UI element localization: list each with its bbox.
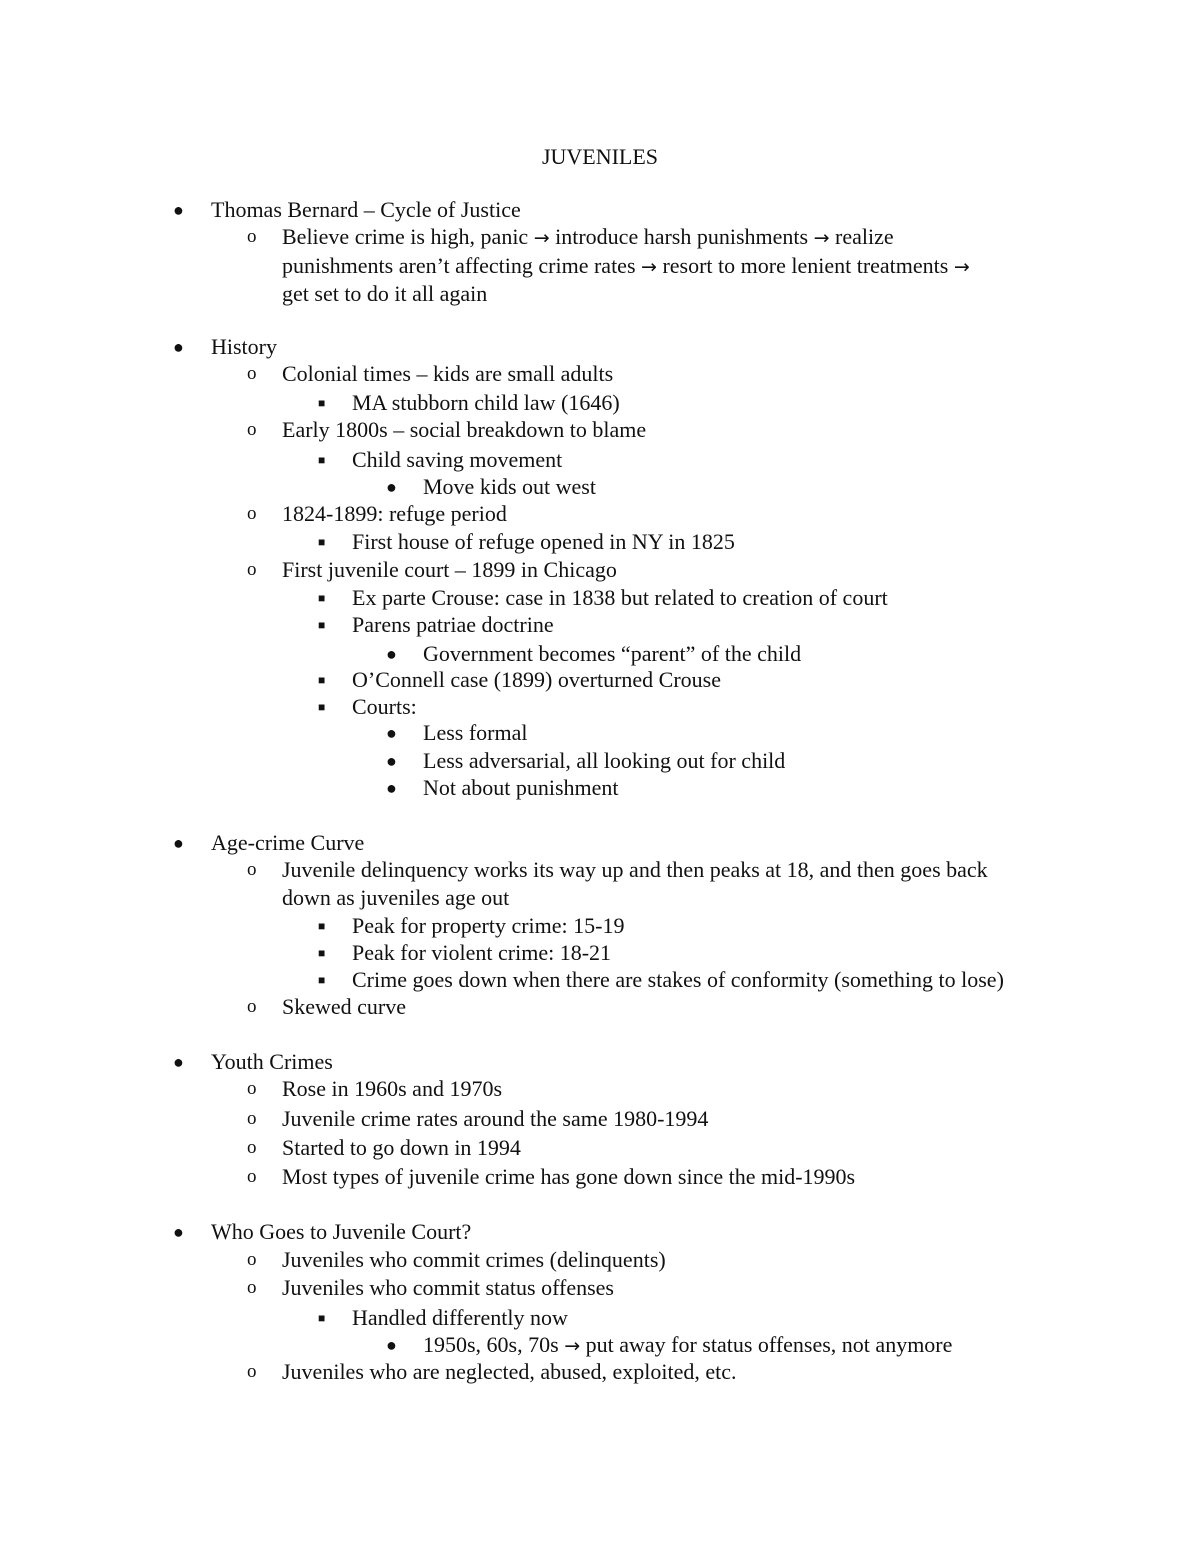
list-item: MA stubborn child law (1646) <box>352 390 620 415</box>
list-item: Move kids out west <box>423 474 596 499</box>
list-item: Less adversarial, all looking out for child <box>423 748 786 773</box>
bullet-marker: o <box>247 1166 257 1187</box>
arrow-icon: → <box>953 256 970 278</box>
list-item: O’Connell case (1899) overturned Crouse <box>352 667 722 692</box>
list-item-continuation: punishments aren’t affecting crime rates → resort to more lenient treatments → <box>282 253 970 278</box>
list-item: Youth Crimes <box>211 1049 333 1074</box>
list-item: Less formal <box>423 720 528 745</box>
list-item: Child saving movement <box>352 447 563 472</box>
bullet-marker: o <box>247 1249 257 1270</box>
bullet-marker: ● <box>173 337 184 357</box>
bullet-marker: ■ <box>318 396 326 410</box>
bullet-marker: ■ <box>318 1311 326 1325</box>
bullet-marker: ■ <box>318 618 326 632</box>
bullet-marker: ● <box>173 833 184 853</box>
list-item: Juvenile crime rates around the same 1980-1994 <box>282 1106 709 1131</box>
bullet-marker: o <box>247 996 257 1017</box>
list-item: 1824-1899: refuge period <box>282 501 507 526</box>
bullet-marker: o <box>247 1137 257 1158</box>
list-item: Started to go down in 1994 <box>282 1135 521 1160</box>
bullet-marker: ● <box>386 723 397 743</box>
list-item: Colonial times – kids are small adults <box>282 361 614 386</box>
bullet-marker: ● <box>386 1335 397 1355</box>
bullet-marker: ● <box>173 1222 184 1242</box>
arrow-icon: → <box>641 256 657 278</box>
list-item: Peak for property crime: 15-19 <box>352 913 625 938</box>
bullet-marker: o <box>247 1277 257 1298</box>
bullet-marker: o <box>247 363 257 384</box>
list-item: Crime goes down when there are stakes of conformity (something to lose) <box>352 967 1004 992</box>
list-item-continuation: down as juveniles age out <box>282 885 510 910</box>
list-item: First house of refuge opened in NY in 1825 <box>352 529 735 554</box>
bullet-marker: o <box>247 1361 257 1382</box>
list-item: Most types of juvenile crime has gone down since the mid-1990s <box>282 1164 856 1189</box>
bullet-marker: o <box>247 559 257 580</box>
list-item: Juveniles who commit status offenses <box>282 1275 614 1300</box>
list-item: Parens patriae doctrine <box>352 612 554 637</box>
bullet-marker: ● <box>386 778 397 798</box>
bullet-marker: o <box>247 503 257 524</box>
list-item-continuation: get set to do it all again <box>282 281 488 306</box>
list-item: Skewed curve <box>282 994 407 1019</box>
bullet-marker: o <box>247 419 257 440</box>
list-item: Who Goes to Juvenile Court? <box>211 1219 472 1244</box>
list-item: Thomas Bernard – Cycle of Justice <box>211 197 521 222</box>
bullet-marker: ■ <box>318 535 326 549</box>
list-item: Courts: <box>352 694 417 719</box>
list-item: Juvenile delinquency works its way up and then peaks at 18, and then goes back <box>282 857 988 882</box>
list-item: Early 1800s – social breakdown to blame <box>282 417 647 442</box>
page-title: JUVENILES <box>541 144 659 169</box>
list-item: Juveniles who are neglected, abused, exploited, etc. <box>282 1359 737 1384</box>
bullet-marker: o <box>247 226 257 247</box>
bullet-marker: ● <box>386 751 397 771</box>
bullet-marker: ■ <box>318 919 326 933</box>
arrow-icon: → <box>564 1335 581 1357</box>
list-item: Peak for violent crime: 18-21 <box>352 940 612 965</box>
bullet-marker: ■ <box>318 700 326 714</box>
list-item: Rose in 1960s and 1970s <box>282 1076 502 1101</box>
bullet-marker: o <box>247 859 257 880</box>
list-item: Ex parte Crouse: case in 1838 but related to creation of court <box>352 585 888 610</box>
list-item: Handled differently now <box>352 1305 568 1330</box>
bullet-marker: o <box>247 1108 257 1129</box>
bullet-marker: ● <box>173 1052 184 1072</box>
bullet-marker: ● <box>386 644 397 664</box>
list-item: Government becomes “parent” of the child <box>423 641 802 666</box>
list-item: Juveniles who commit crimes (delinquents) <box>282 1247 666 1272</box>
list-item: Age-crime Curve <box>211 830 365 855</box>
bullet-marker: ■ <box>318 946 326 960</box>
list-item: First juvenile court – 1899 in Chicago <box>282 557 617 582</box>
arrow-icon: → <box>813 227 830 249</box>
list-item: Not about punishment <box>423 775 619 800</box>
bullet-marker: ■ <box>318 673 326 687</box>
bullet-marker: ■ <box>318 453 326 467</box>
bullet-marker: ● <box>386 477 397 497</box>
bullet-marker: ■ <box>318 591 326 605</box>
arrow-icon: → <box>533 227 550 249</box>
list-item: Believe crime is high, panic → introduce harsh punishments → realize <box>282 224 894 249</box>
list-item: 1950s, 60s, 70s → put away for status offenses, not anymore <box>423 1332 953 1357</box>
bullet-marker: ● <box>173 200 184 220</box>
bullet-marker: o <box>247 1078 257 1099</box>
bullet-marker: ■ <box>318 973 326 987</box>
list-item: History <box>211 334 277 359</box>
